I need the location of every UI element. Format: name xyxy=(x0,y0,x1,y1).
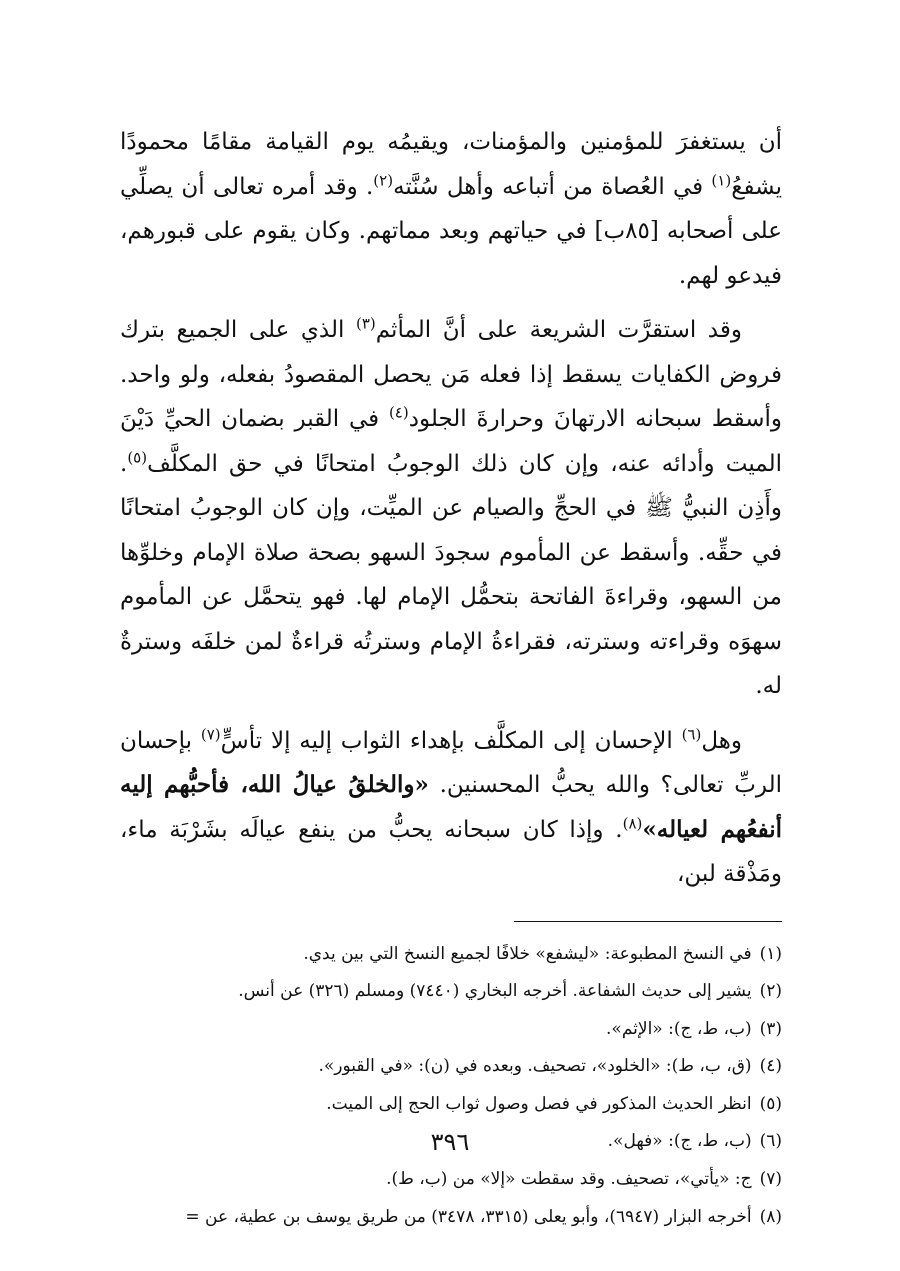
footnote-text: (ق، ب، ط): «الخلود»، تصحيف. وبعده في (ن): «في القبور». xyxy=(318,1056,752,1077)
footnote-2 xyxy=(120,973,782,1011)
footnote-text: انظر الحديث المذكور في فصل وصول ثواب الحج إلى الميت. xyxy=(326,1093,752,1114)
footnote-marker-1[interactable]: (١) xyxy=(711,170,732,189)
footnote-marker-6[interactable]: (٦) xyxy=(681,724,702,743)
footnote-marker-4[interactable]: (٤) xyxy=(388,403,409,422)
footnote-marker-8[interactable]: (٨) xyxy=(622,813,643,832)
footnote-separator xyxy=(514,921,782,922)
footnote-number: (٨) xyxy=(759,1206,782,1227)
text-run: الإحسان إلى المكلَّف بإهداء الثواب إليه إلا تأسٍّ xyxy=(220,727,682,754)
footnote-4 xyxy=(120,1048,782,1086)
footnote-7 xyxy=(120,1161,782,1199)
footnote-text: (ب، ط، ج): «الإثم». xyxy=(606,1018,752,1039)
footnote-number: (٧) xyxy=(759,1169,782,1190)
footnote-text: أخرجه البزار (٦٩٤٧)، وأبو يعلى (٣٣١٥، ٣٤٧٨) من طريق يوسف بن عطية، عن = xyxy=(185,1206,752,1227)
text-run: . وأَذِن النبيُّ ﷺ في الحجِّ والصيام عن الميِّت، وإن كان الوجوبُ امتحانًا في حقِّه. وأسقط عن المأموم سجودَ السهو بصحة صلاة الإمام وخلوِّها من السهو، وقراءةَ الفاتحة بتحمُّل الإمام لها. فهو يتحمَّل عن المأموم سهوَه وقراءته وسترته، فقراءةُ الإمام وسترتُه قراءةٌ لمن خلفَه وسترةٌ له. xyxy=(120,450,783,699)
text-run: في العُصاة من أتباعه وأهل سُنَّته xyxy=(393,173,712,200)
footnote-marker-7[interactable]: (٧) xyxy=(200,724,221,743)
footnote-number: (٢) xyxy=(759,981,782,1002)
footnote-1 xyxy=(120,936,782,974)
main-text xyxy=(120,120,782,897)
text-run: في القبر بضمان الحيِّ دَيْنَ الميت وأدائه عنه، وإن كان ذلك الوجوبُ امتحانًا في حق المكلَّف xyxy=(120,406,782,477)
text-run: . وقد أمره تعالى أن يصلِّي على أصحابه [٨٥ب] في حياتهم وبعد مماتهم. وكان يقوم على قبورهم، فيدعو لهم. xyxy=(120,173,782,289)
footnote-marker-3[interactable]: (٣) xyxy=(355,314,376,333)
footnote-text: في النسخ المطبوعة: «ليشفع» خلافًا لجميع النسخ التي بين يدي. xyxy=(303,943,752,964)
footnote-marker-2[interactable]: (٢) xyxy=(373,170,394,189)
footnote-number: (٣) xyxy=(759,1018,782,1039)
text-run: بإحسان الربِّ تعالى؟ والله يحبُّ المحسنين. xyxy=(120,727,782,798)
footnote-5 xyxy=(120,1086,782,1124)
paragraph-2 xyxy=(120,308,782,709)
footnote-8 xyxy=(120,1199,782,1237)
text-run: . وإذا كان سبحانه يحبُّ من ينفع عيالَه بشَرْبَة ماء، ومَذْقة لبن، xyxy=(120,816,782,887)
footnote-text: يشير إلى حديث الشفاعة. أخرجه البخاري (٧٤٤٠) ومسلم (٣٢٦) عن أنس. xyxy=(238,981,752,1002)
footnote-number: (٦) xyxy=(759,1131,782,1152)
footnote-marker-5[interactable]: (٥) xyxy=(127,447,148,466)
text-run: وقد استقرَّت الشريعة على أنَّ المأثم xyxy=(375,317,742,343)
footnote-number: (٥) xyxy=(759,1093,782,1114)
footnotes xyxy=(120,936,782,1237)
paragraph-3 xyxy=(120,719,782,897)
hadith-quote: «والخلقُ عيالُ الله، فأحبُّهم إليه أنفعُهم لعياله» xyxy=(120,771,782,843)
text-run: الذي على الجميع بترك فروض الكفايات يسقط إذا فعله مَن يحصل المقصودُ بفعله، ولو واحد. وأسقط سبحانه الارتهانَ وحرارةَ الجلود xyxy=(120,317,783,432)
paragraph-1 xyxy=(120,120,782,298)
footnote-3 xyxy=(120,1011,782,1049)
footnote-text: (ب، ط، ج): «فهل». xyxy=(607,1131,752,1152)
page-number: ٣٩٦ xyxy=(430,1128,470,1156)
text-run: وهل xyxy=(701,727,742,754)
text-run: أن يستغفرَ للمؤمنين والمؤمنات، ويقيمُه يوم القيامة مقامًا محمودًا يشفعُ xyxy=(120,129,782,200)
footnote-number: (٤) xyxy=(759,1056,782,1077)
footnote-text: ج: «يأتي»، تصحيف. وقد سقطت «إلا» من (ب، ط). xyxy=(386,1169,752,1190)
footnote-number: (١) xyxy=(759,943,782,964)
